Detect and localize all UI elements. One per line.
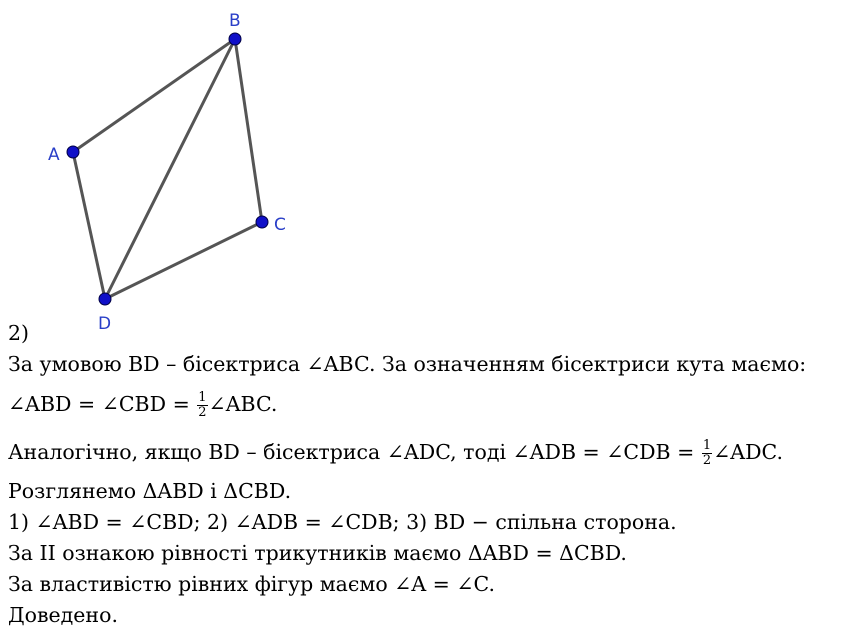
proof-line-3 [8,428,844,476]
quadrilateral-figure [0,0,330,335]
fraction-numerator: 1 [198,390,207,405]
line2-right: ∠ABC. [208,392,278,416]
line3-right: ∠ADC. [713,440,783,464]
label-d: D [98,314,112,334]
fraction-half [702,439,712,468]
segment-ab [73,39,235,152]
point-c [256,216,268,228]
line2-left: ∠ABD = ∠CBD = [8,392,197,416]
proof-text [8,318,844,631]
fraction-denominator: 2 [198,405,207,420]
item-number: 2) [8,321,30,345]
segment-cd [105,222,262,299]
fraction-denominator: 2 [702,453,712,468]
point-d [99,293,111,305]
segment-bd [105,39,235,299]
label-b: B [229,11,241,31]
proof-line-6: За II ознакою рівності трикутників маємо ΔABD = ΔCBD. [8,541,627,565]
proof-line-1: За умовою BD – бісектриса ∠ABC. За означенням бісектриси кута маємо: [8,352,807,376]
label-c: C [274,215,286,235]
segment-da [73,152,105,299]
fraction-numerator: 1 [702,438,712,453]
fraction-half [197,391,207,420]
line3-left: Аналогічно, якщо BD – бісектриса ∠ADC, тоді ∠ADB = ∠CDB = [8,440,701,464]
segment-bc [235,39,262,222]
point-b [229,33,241,45]
proof-line-5: 1) ∠ABD = ∠CBD; 2) ∠ADB = ∠CDB; 3) BD − спільна сторона. [8,510,677,534]
proof-line-7: За властивістю рівних фігур маємо ∠A = ∠C. [8,572,496,596]
proof-line-4: Розглянемо ΔABD і ΔCBD. [8,479,292,503]
label-a: A [48,145,60,165]
proof-line-8: Доведено. [8,603,118,627]
point-a [67,146,79,158]
proof-line-2 [8,380,844,428]
